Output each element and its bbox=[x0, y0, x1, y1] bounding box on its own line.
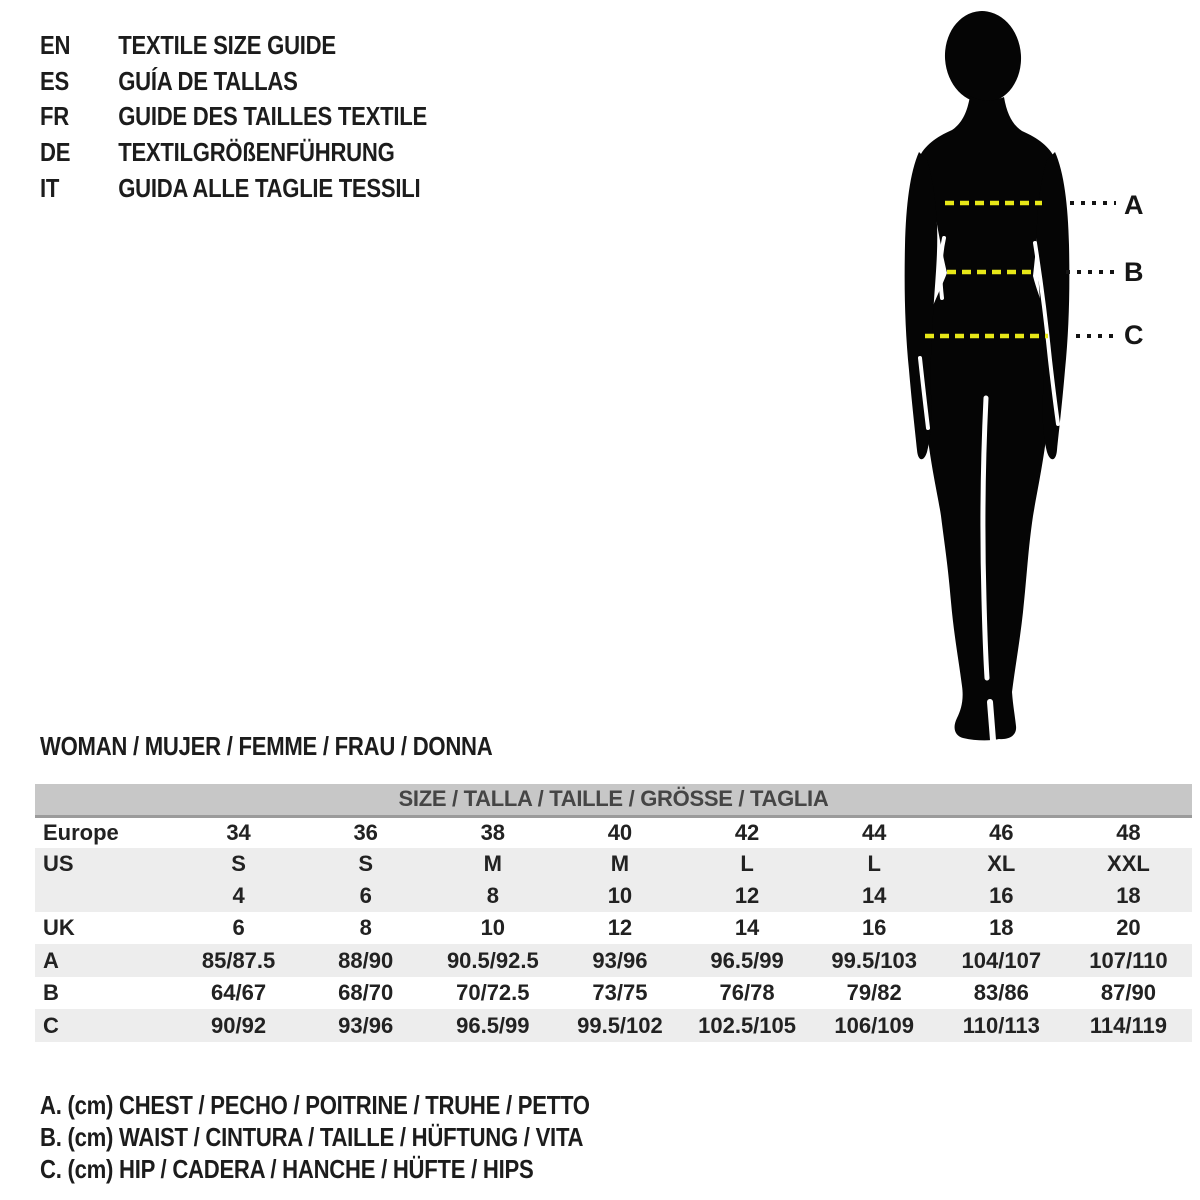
language-title: GUIDE DES TAILLES TEXTILE bbox=[118, 101, 427, 132]
size-value-cell: 110/113 bbox=[938, 1009, 1065, 1042]
size-value-cell: 70/72.5 bbox=[456, 980, 530, 1005]
waist-note: B. (cm) WAIST / CINTURA / TAILLE / HÜFTUNG / VITA bbox=[40, 1122, 584, 1152]
size-value-cell: 40 bbox=[607, 819, 633, 845]
size-value-cell: XXL bbox=[1065, 848, 1192, 880]
table-row-europe bbox=[35, 816, 1192, 848]
size-value-cell: 42 bbox=[734, 819, 760, 845]
row-label-cell: C bbox=[35, 1009, 175, 1042]
woman-silhouette-icon bbox=[820, 0, 1200, 745]
language-row-fr bbox=[40, 99, 427, 135]
table-row-chest bbox=[35, 944, 1192, 977]
size-value-cell: 8 bbox=[429, 880, 556, 912]
size-value-cell: 76/78 bbox=[719, 980, 775, 1005]
size-value-cell: 93/96 bbox=[556, 944, 683, 977]
language-title: TEXTILE SIZE GUIDE bbox=[118, 30, 336, 60]
size-value-cell: L bbox=[811, 848, 938, 880]
language-title: GUÍA DE TALLAS bbox=[118, 65, 298, 96]
feet-gap bbox=[990, 702, 993, 740]
row-label-cell: US bbox=[35, 848, 175, 880]
row-label-cell: Europe bbox=[43, 819, 119, 845]
language-row-de bbox=[40, 135, 427, 171]
language-code: IT bbox=[40, 172, 60, 203]
chest-marker-label: A bbox=[1124, 190, 1144, 220]
language-row-en bbox=[40, 28, 427, 64]
size-value-cell: 90.5/92.5 bbox=[429, 944, 556, 977]
size-value-cell: 114/119 bbox=[1065, 1009, 1192, 1042]
waist-marker-label: B bbox=[1124, 257, 1144, 287]
category-line: WOMAN / MUJER / FEMME / FRAU / DONNA bbox=[40, 731, 493, 761]
size-value-cell: 14 bbox=[734, 915, 760, 940]
table-row-us-numeric bbox=[35, 880, 1192, 912]
size-value-cell: 90/92 bbox=[175, 1009, 302, 1042]
table-row-waist bbox=[35, 977, 1192, 1009]
silhouette-head bbox=[942, 8, 1024, 105]
size-value-cell: 79/82 bbox=[846, 980, 902, 1005]
size-value-cell: 16 bbox=[861, 915, 887, 940]
size-value-cell: 34 bbox=[226, 819, 251, 845]
row-label-cell: A bbox=[35, 944, 175, 977]
size-value-cell: 12 bbox=[684, 880, 811, 912]
size-value-cell: 93/96 bbox=[302, 1009, 429, 1042]
size-value-cell: 85/87.5 bbox=[175, 944, 302, 977]
chest-note: A. (cm) CHEST / PECHO / POITRINE / TRUHE / PETTO bbox=[40, 1090, 590, 1120]
size-value-cell: 38 bbox=[480, 819, 506, 845]
size-value-cell: 96.5/99 bbox=[429, 1009, 556, 1042]
size-value-cell: 14 bbox=[811, 880, 938, 912]
size-value-cell: 6 bbox=[302, 880, 429, 912]
size-value-cell: 64/67 bbox=[211, 980, 267, 1005]
size-value-cell: 8 bbox=[359, 915, 372, 940]
size-value-cell: 88/90 bbox=[302, 944, 429, 977]
size-value-cell: 107/110 bbox=[1065, 944, 1192, 977]
language-title-block bbox=[40, 28, 427, 207]
size-value-cell: 10 bbox=[480, 915, 506, 940]
size-value-cell: S bbox=[175, 848, 302, 880]
language-title: GUIDA ALLE TAGLIE TESSILI bbox=[118, 172, 421, 203]
measure-notes-block bbox=[40, 1089, 590, 1185]
size-value-cell: 102.5/105 bbox=[684, 1009, 811, 1042]
size-value-cell: 12 bbox=[607, 915, 633, 940]
size-value-cell: 99.5/102 bbox=[556, 1009, 683, 1042]
size-value-cell: 68/70 bbox=[338, 980, 394, 1005]
language-row-it bbox=[40, 171, 427, 207]
size-value-cell: 46 bbox=[989, 819, 1014, 845]
size-value-cell: 44 bbox=[861, 819, 887, 845]
size-value-cell: M bbox=[556, 848, 683, 880]
language-row-es bbox=[40, 64, 427, 100]
language-code: ES bbox=[40, 65, 69, 96]
row-label-cell: UK bbox=[43, 915, 75, 940]
row-label-cell bbox=[35, 880, 175, 912]
language-code: DE bbox=[40, 137, 71, 168]
hip-note: C. (cm) HIP / CADERA / HANCHE / HÜFTE / HIPS bbox=[40, 1154, 534, 1184]
size-value-cell: 96.5/99 bbox=[684, 944, 811, 977]
size-value-cell: 20 bbox=[1116, 915, 1141, 940]
size-table bbox=[35, 784, 1192, 1042]
size-value-cell: 99.5/103 bbox=[811, 944, 938, 977]
size-value-cell: 73/75 bbox=[592, 980, 648, 1005]
table-row-hip bbox=[35, 1009, 1192, 1042]
size-value-cell: 104/107 bbox=[938, 944, 1065, 977]
table-header-cell: SIZE / TALLA / TAILLE / GRÖSSE / TAGLIA bbox=[35, 784, 1192, 816]
size-value-cell: 36 bbox=[353, 819, 378, 845]
table-header-row bbox=[35, 784, 1192, 816]
size-value-cell: 83/86 bbox=[973, 980, 1029, 1005]
language-code: EN bbox=[40, 30, 71, 60]
size-value-cell: L bbox=[684, 848, 811, 880]
table-row-uk bbox=[35, 912, 1192, 944]
language-title: TEXTILGRÖßENFÜHRUNG bbox=[118, 137, 395, 168]
size-value-cell: 4 bbox=[175, 880, 302, 912]
size-value-cell: S bbox=[302, 848, 429, 880]
size-value-cell: M bbox=[429, 848, 556, 880]
size-value-cell: 10 bbox=[556, 880, 683, 912]
size-value-cell: 18 bbox=[1065, 880, 1192, 912]
size-value-cell: 87/90 bbox=[1100, 980, 1156, 1005]
table-row-us-letter bbox=[35, 848, 1192, 880]
size-value-cell: 6 bbox=[232, 915, 245, 940]
size-value-cell: 16 bbox=[938, 880, 1065, 912]
size-value-cell: 48 bbox=[1116, 819, 1141, 845]
size-value-cell: 18 bbox=[989, 915, 1014, 940]
size-value-cell: 106/109 bbox=[811, 1009, 938, 1042]
row-label-cell: B bbox=[43, 980, 59, 1005]
size-value-cell: XL bbox=[938, 848, 1065, 880]
language-code: FR bbox=[40, 101, 69, 132]
hip-marker-label: C bbox=[1124, 320, 1144, 350]
